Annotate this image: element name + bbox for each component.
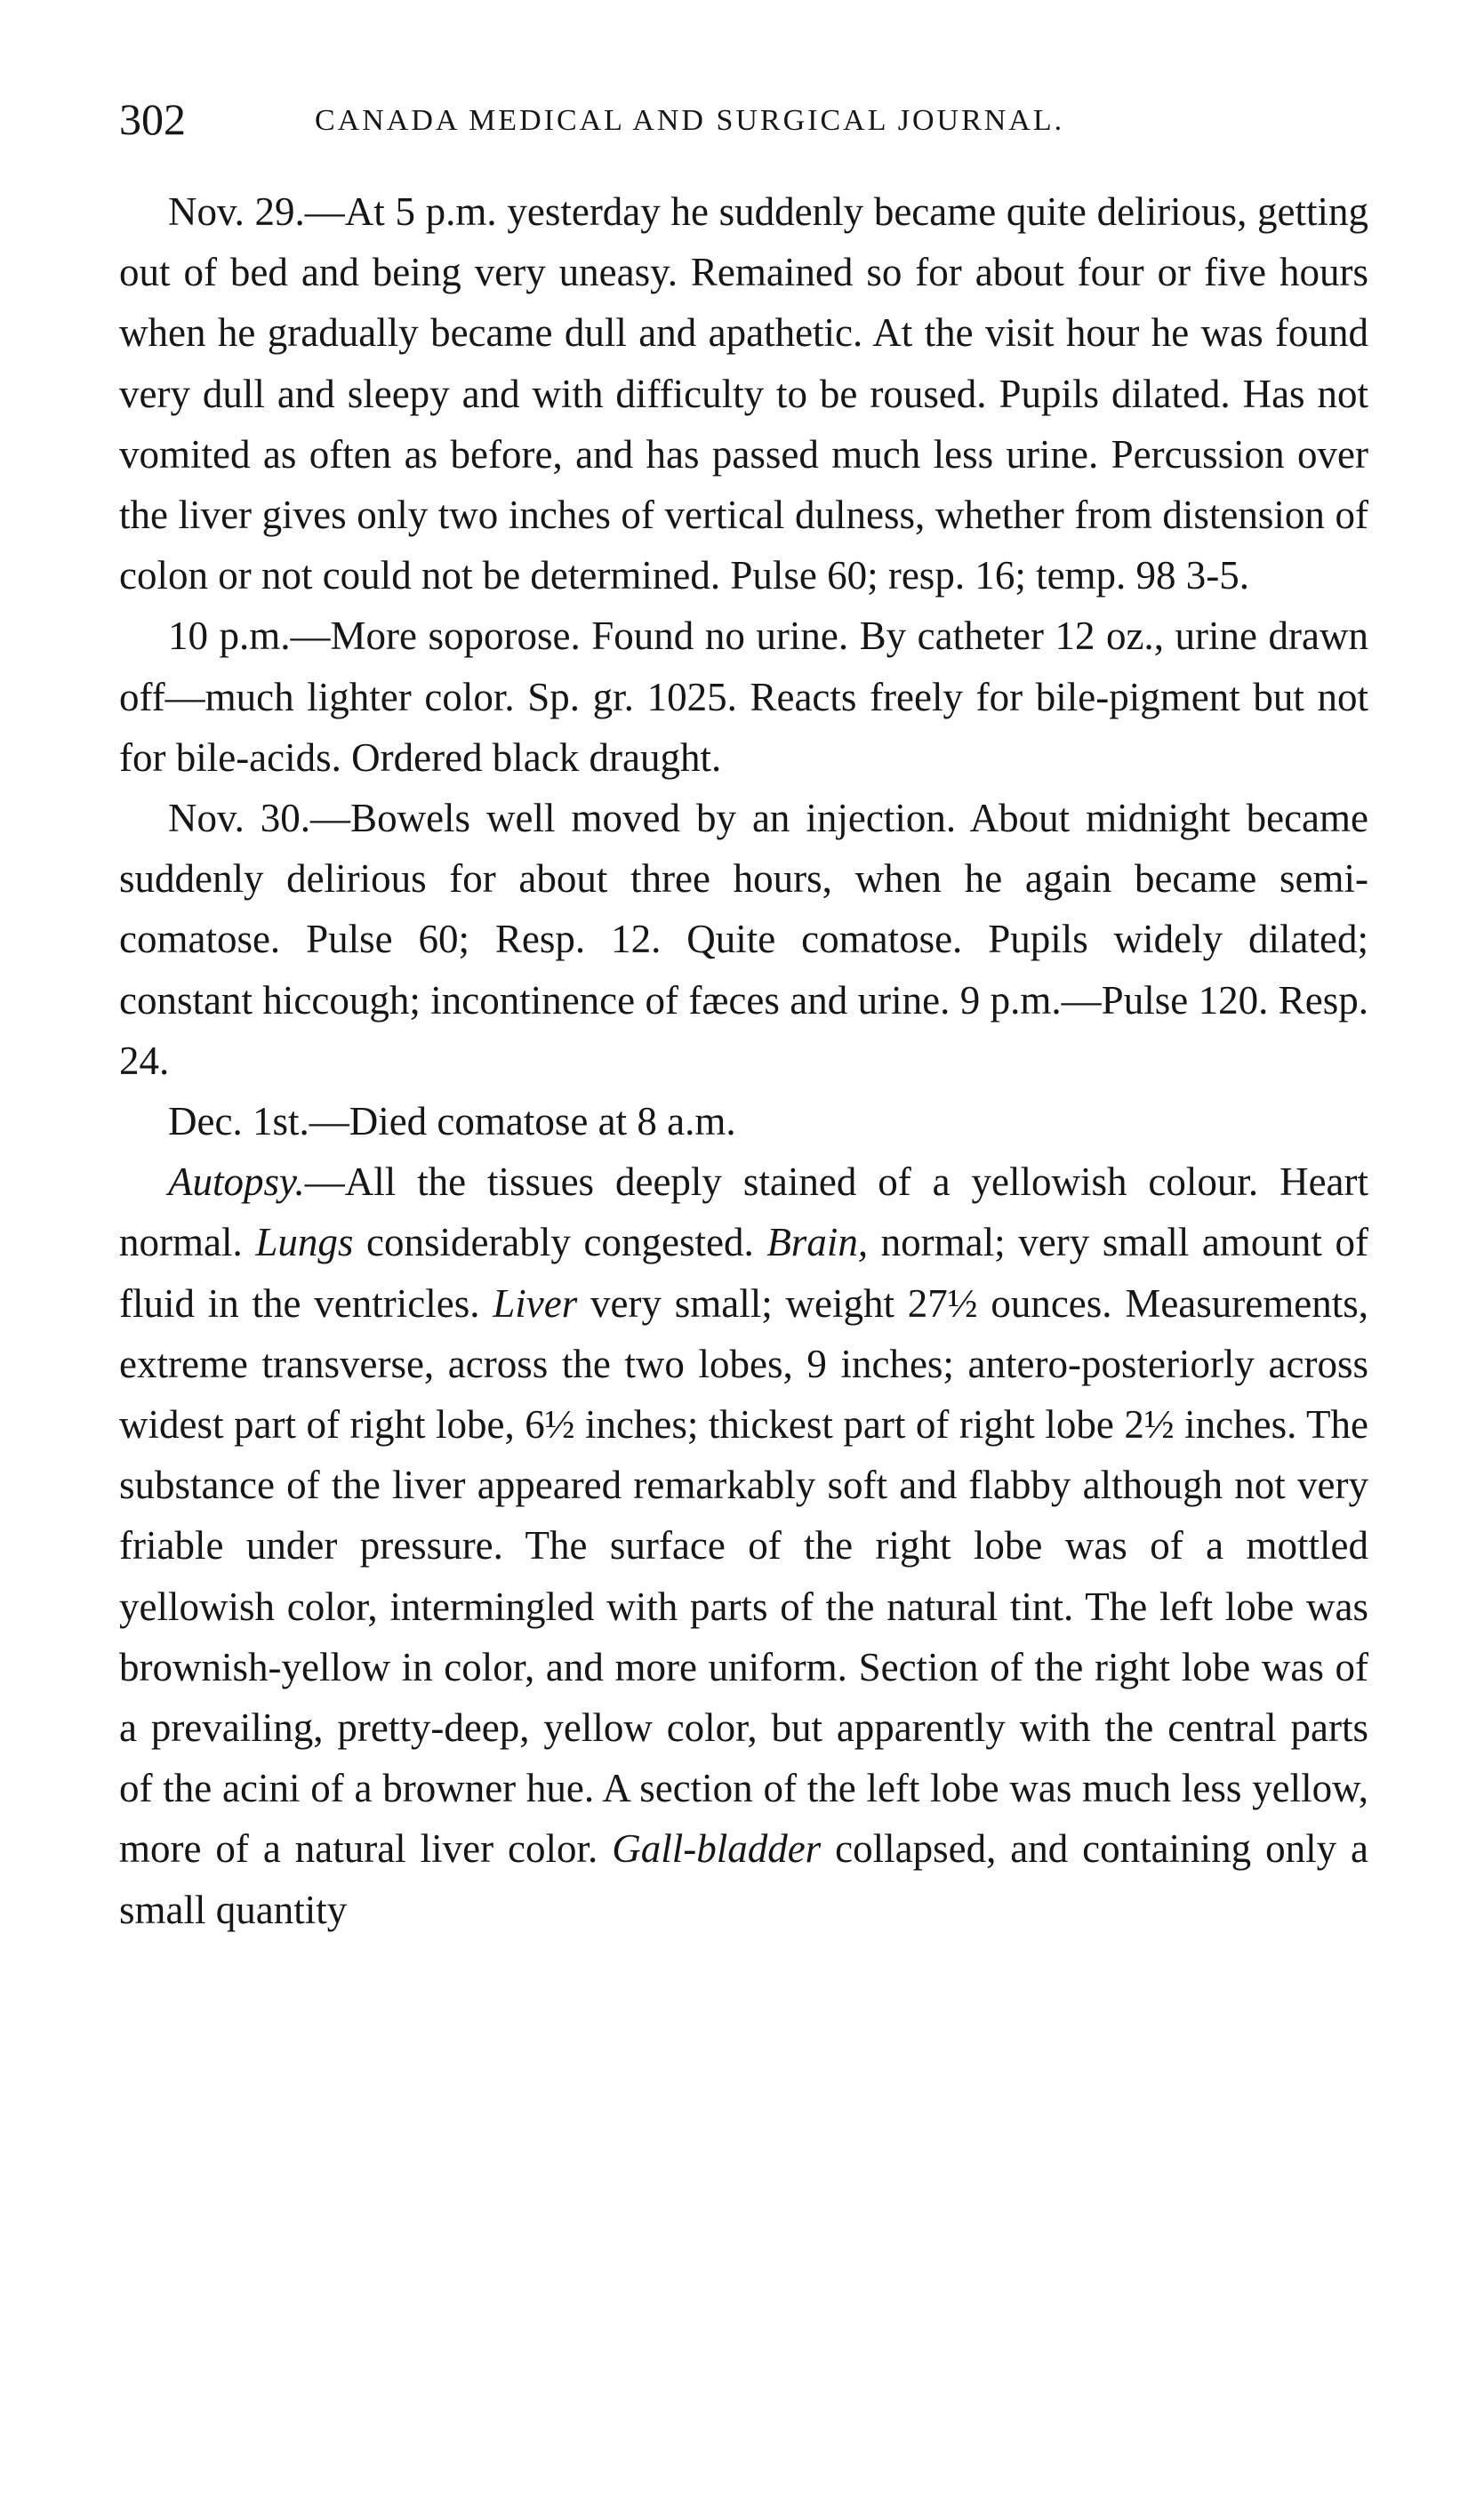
term-brain: Brain, [766,1220,869,1265]
paragraph-dec-1: Dec. 1st.—Died comatose at 8 a.m. [168,1099,736,1144]
term-gall-bladder: Gall-bladder [612,1826,822,1872]
article-body [119,181,1368,1940]
autopsy-text-5: collapsed, and containing only a small quantity [119,1826,1368,1932]
term-autopsy: Autopsy. [168,1159,305,1205]
paragraph-nov-29: Nov. 29.—At 5 p.m. yesterday he suddenly became quite delirious, getting out of bed and being very uneasy. Remained so for about four or five hours when he gradually became dull and apathetic. At the visit hour he was found very dull and sleepy and with difficulty to be roused. Pupils dilated. Has not vomited as often as before, and has passed much less urine. Percussion over the liver gives only two inches of vertical dulness, whether from distension of colon or not could not be determined. Pulse 60; resp. 16; temp. 98 3-5. [119,189,1368,598]
autopsy-text-3: normal; very small amount of fluid in the ventricles. [119,1220,1368,1326]
paragraph-nov-30: Nov. 30.—Bowels well moved by an injection. About midnight became suddenly delirious for about three hours, when he again became semi-comatose. Pulse 60; Resp. 12. Quite comatose. Pupils widely dilated; constant hiccough; incontinence of fæces and urine. 9 p.m.—Pulse 120. Resp. 24. [119,796,1368,1083]
paragraph-10pm: 10 p.m.—More soporose. Found no urine. By catheter 12 oz., urine drawn off—much lighter color. Sp. gr. 1025. Reacts freely for bile-pigment but not for bile-acids. Ordered black draught. [119,614,1368,780]
term-liver: Liver [493,1280,578,1326]
page-number: 302 [119,94,186,144]
running-head [119,92,1382,146]
paragraph-autopsy [119,1151,1368,1940]
journal-title: CANADA MEDICAL AND SURGICAL JOURNAL. [315,104,1065,137]
autopsy-text-1: —All the tissues deeply stained of a yellowish colour. Heart normal. [119,1159,1368,1265]
autopsy-text-4: very small; weight 27½ ounces. Measurements, extreme transverse, across the two lobes, 9 inches; antero-posteriorly across widest part of right lobe, 6½ inches; thickest part of right lobe 2½ inches. The substance of the liver appeared remarkably soft and flabby although not very friable under pressure. The surface of the right lobe was of a mottled yellowish color, intermingled with parts of the natural tint. The left lobe was brownish-yellow in color, and more uniform. Section of the right lobe was of a prevailing, pretty-deep, yellow color, but apparently with the central parts of the acini of a browner hue. A section of the left lobe was much less yellow, more of a natural liver color. [119,1280,1368,1872]
term-lungs: Lungs [255,1220,354,1265]
autopsy-text-2: considerably congested. [353,1220,767,1265]
